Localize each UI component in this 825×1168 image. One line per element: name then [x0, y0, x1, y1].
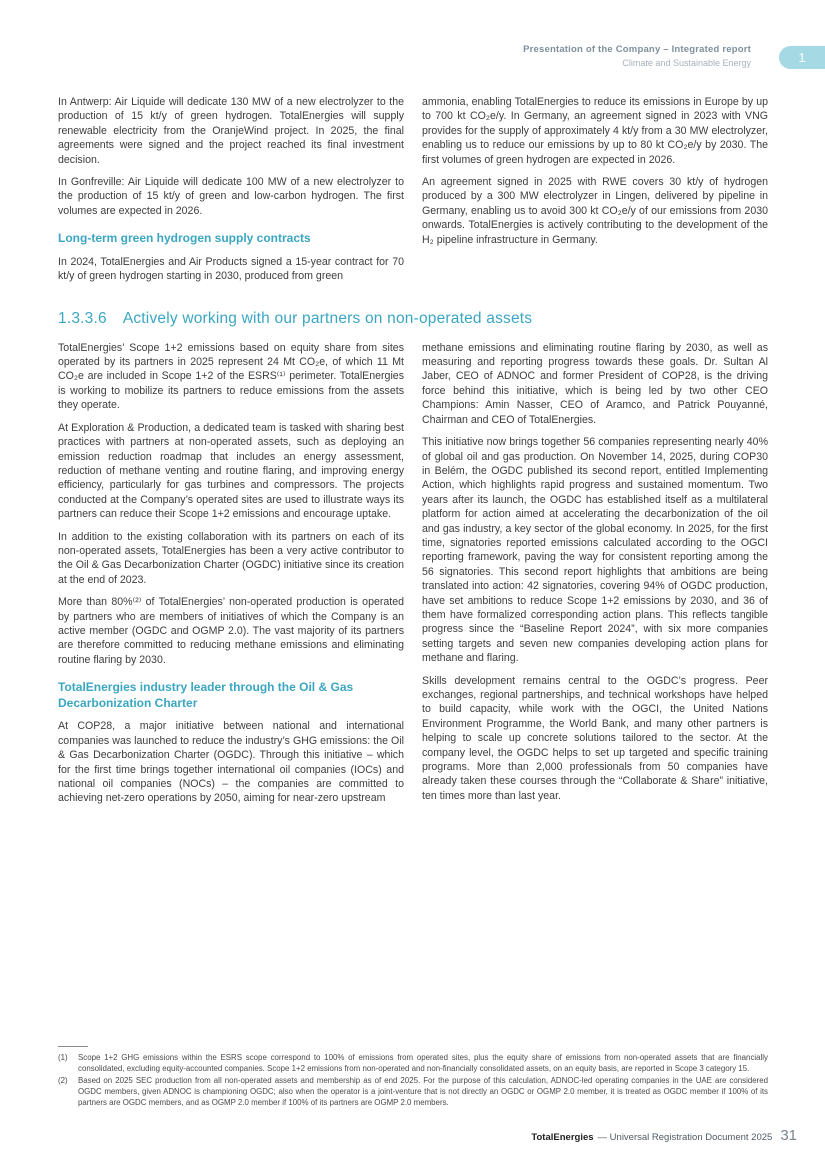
footnote-marker: (1) [58, 1053, 68, 1063]
paragraph: In 2024, TotalEnergies and Air Products signed a 15-year contract for 70 kt/y of green hydrogen starting in 2030, produced from green [58, 255, 404, 283]
section-right-column [422, 341, 768, 814]
section-columns [58, 341, 768, 814]
section-left-column [58, 341, 404, 814]
header-title: Presentation of the Company – Integrated report [523, 44, 751, 55]
chapter-number-badge: 1 [779, 46, 825, 69]
footer-document-title [531, 1132, 772, 1143]
footer-suffix: — Universal Registration Document 2025 [597, 1132, 773, 1143]
subsection-heading-green-hydrogen: Long-term green hydrogen supply contracts [58, 231, 311, 246]
paragraph: Skills development remains central to the OGDC’s progress. Peer exchanges, regional partnerships, and technical workshops have helped to build capacity, while work with the OGCI, the United Nations Environment Programme, the World Bank, and many other partners is helping to scale up concrete solutions tailored to the sector. At the company level, the OGDC helps to set up targeted and specific training programs. More than 2,000 professionals from 50 companies have already taken these courses through the “Collaborate & Share” initiative, ten times more than last year. [422, 674, 768, 802]
subsection-heading-ogdc: TotalEnergies industry leader through the Oil & Gas Decarbonization Charter [58, 680, 354, 710]
section-number: 1.3.3.6 [58, 309, 107, 327]
footnote-text: Based on 2025 SEC production from all non-operated assets and membership as of end 2025. For the purpose of this calculation, ADNOC-led operating companies in the UAE are considered OGDC members, given ADNOC is championing OGDC; also when the operator is a joint-venture that is not directly an OGDC or OGMP 2.0 member, it is treated as OGDC member if 100% of its partners are OGDC members, and as OGMP 2.0 member if 100% of its partners are OGMP 2.0 members. [78, 1076, 768, 1108]
footer-brand: TotalEnergies [531, 1132, 594, 1143]
intro-columns [58, 95, 768, 292]
paragraph: In Antwerp: Air Liquide will dedicate 130 MW of a new electrolyzer to the production of 15 kt/y of green hydrogen. TotalEnergies will supply renewable electricity from the OranjeWind project. In 2025, the final agreements were signed and the project reached its final investment decision. [58, 96, 404, 166]
page-footer [531, 1127, 797, 1144]
paragraph: ammonia, enabling TotalEnergies to reduce its emissions in Europe by up to 700 kt CO₂e/y. In Germany, an agreement signed in 2023 with VNG provides for the supply of approximately 4 kt/y from a 30 MW electrolyzer, enabling us to reduce our emissions by up to 80 kt CO₂e/y by 2030. The first volumes of green hydrogen are expected in 2026. [422, 96, 768, 166]
footnote-marker: (2) [58, 1076, 68, 1086]
running-header [523, 44, 751, 68]
paragraph: This initiative now brings together 56 companies representing nearly 40% of global oil and gas production. On November 14, 2025, during COP30 in Belém, the OGDC published its second report, entitled Implementing Action, which highlights rapid progress and sustained momentum. Two years after its launch, the OGDC has established itself as a multilateral platform for action aimed at accelerating the decarbonization of the oil and gas industry, a key sector of the global economy. In 2025, for the first time, signatories reported emissions calculated according to the OGCI reporting framework, paving the way for consistent reporting among the 56 signatories. This second report highlights that ambitions are being translated into action: 42 signatories, covering 94% of OGDC production, have set ambitions to reduce Scope 1+2 emissions by 2030, and 36 of them have formalized corresponding action plans. This reflects tangible progress since the “Baseline Report 2024”, with six more companies setting targets and seven new companies developing action plans for methane and flaring. [422, 436, 768, 665]
paragraph: In addition to the existing collaboration with its partners on each of its non-operated assets, TotalEnergies has been a very active contributor to the Oil & Gas Decarbonization Charter (OGDC) initiative since its creation at the end of 2023. [58, 530, 404, 586]
paragraph: An agreement signed in 2025 with RWE covers 30 kt/y of hydrogen produced by a 300 MW electrolyzer in Lingen, delivered by pipeline in Germany, enabling us to avoid 300 kt CO₂e/y of our emissions from 2030 onwards. TotalEnergies is actively contributing to the development of the H₂ pipeline infrastructure in Germany. [422, 176, 768, 246]
page-number: 31 [780, 1127, 797, 1144]
paragraph: At Exploration & Production, a dedicated team is tasked with sharing best practices with partners at non-operated assets, such as deploying an emission reduction roadmap that includes an energy assessment, reduction of methane venting and routine flaring, and improving energy efficiency, particularly for gas turbines and compressors. The projects conducted at the Company’s operated sites are used to illustrate ways its partners can reduce their Scope 1+2 emissions and encourage uptake. [58, 421, 404, 521]
page-content [58, 95, 768, 814]
footnotes [58, 1046, 768, 1110]
paragraph: More than 80%⁽²⁾ of TotalEnergies’ non-operated production is operated by partners who are members of initiatives of which the Company is an active member (OGDC and OGMP 2.0). The vast majority of its partners are therefore committed to reducing methane emissions and eliminating routine flaring by 2030. [58, 596, 404, 666]
paragraph: methane emissions and eliminating routine flaring by 2030, as well as measuring and reporting progress towards these goals. Dr. Sultan Al Jaber, CEO of ADNOC and former President of COP28, is the driving force behind this initiative, which is being led by two other CEO Champions: Amin Nasser, CEO of Aramco, and Patrick Pouyanné, Chairman and CEO of TotalEnergies. [422, 341, 768, 426]
footnote [58, 1076, 768, 1109]
footnote [58, 1053, 768, 1075]
intro-left-column [58, 95, 404, 292]
section-title: Actively working with our partners on non-operated assets [122, 309, 533, 327]
intro-right-column [422, 95, 768, 292]
footnote-divider [58, 1046, 88, 1047]
paragraph: At COP28, a major initiative between national and international companies was launched to reduce the industry’s GHG emissions: the Oil & Gas Decarbonization Charter (OGDC). Through this initiative – which for the first time brings together international oil companies (IOCs) and national oil companies (NOCs) – the companies are committed to achieving net-zero operations by 2050, aiming for near-zero upstream [58, 720, 404, 805]
header-subtitle: Climate and Sustainable Energy [622, 58, 751, 68]
paragraph: In Gonfreville: Air Liquide will dedicate 100 MW of a new electrolyzer to the production of 15 kt/y of green and low-carbon hydrogen. The first volumes are expected in 2026. [58, 176, 404, 217]
paragraph: TotalEnergies’ Scope 1+2 emissions based on equity share from sites operated by its partners in 2025 represent 24 Mt CO₂e, of which 11 Mt CO₂e are included in Scope 1+2 of the ESRS⁽¹⁾ perimeter. TotalEnergies is working to mobilize its partners to reduce emissions from the assets they operate. [58, 341, 404, 412]
section-heading [58, 310, 768, 328]
footnote-text: Scope 1+2 GHG emissions within the ESRS scope correspond to 100% of emissions from operated sites, plus the equity share of emissions from non-operated assets that are financially consolidated, excluding equity-accounted companies. Scope 1+2 emissions from non-operated and non-financially consolidated assets, on an equity basis, are reported in Scope 3 category 15. [78, 1053, 768, 1074]
